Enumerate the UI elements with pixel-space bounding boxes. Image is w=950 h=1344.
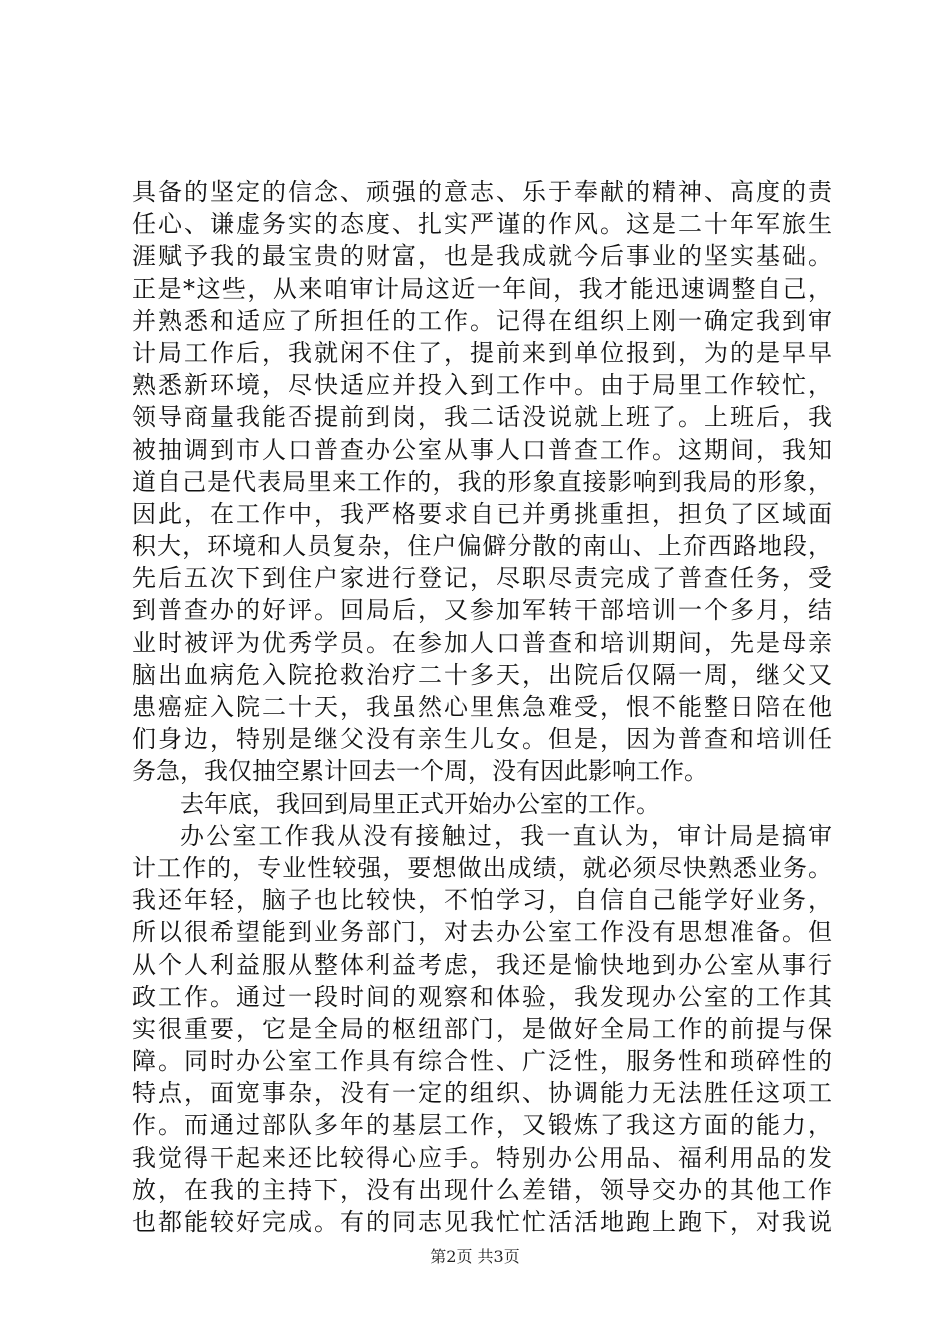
text-line: 计局工作后，我就闲不住了，提前来到单位报到，为的是早早	[132, 338, 832, 367]
text-line: 任心、谦虚务实的态度、扎实严谨的作风。这是二十年军旅生	[132, 210, 832, 239]
text-line: 放，在我的主持下，没有出现什么差错，领导交办的其他工作	[132, 1175, 832, 1204]
text-line: 被抽调到市人口普查办公室从事人口普查工作。这期间，我知	[132, 435, 832, 464]
text-line: 特点，面宽事杂，没有一定的组织、协调能力无法胜任这项工	[132, 1079, 832, 1108]
text-line: 积大，环境和人员复杂，住户偏僻分散的南山、上夼西路地段，	[132, 532, 832, 561]
text-line: 我还年轻，脑子也比较快，不怕学习，自信自己能学好业务，	[132, 886, 832, 915]
paragraph-start-line: 办公室工作我从没有接触过，我一直认为，审计局是搞审	[180, 821, 832, 850]
text-line: 业时被评为优秀学员。在参加人口普查和培训期间，先是母亲	[132, 628, 832, 657]
text-line: 务急，我仅抽空累计回去一个周，没有因此影响工作。	[132, 757, 708, 786]
text-line: 从个人利益服从整体利益考虑，我还是愉快地到办公室从事行	[132, 950, 832, 979]
text-line: 作。而通过部队多年的基层工作，又锻炼了我这方面的能力，	[132, 1111, 832, 1140]
text-line: 也都能较好完成。有的同志见我忙忙活活地跑上跑下，对我说	[132, 1208, 832, 1236]
page-footer: 第2页 共3页	[430, 1247, 520, 1266]
text-line: 领导商量我能否提前到岗，我二话没说就上班了。上班后，我	[132, 403, 832, 432]
text-line: 并熟悉和适应了所担任的工作。记得在组织上刚一确定我到审	[132, 306, 832, 335]
text-line: 涯赋予我的最宝贵的财富，也是我成就今后事业的坚实基础。	[132, 242, 832, 271]
text-line: 正是*这些，从来咱审计局这近一年间，我才能迅速调整自己，	[132, 274, 832, 303]
text-line: 道自己是代表局里来工作的，我的形象直接影响到我局的形象，	[132, 467, 832, 496]
text-line: 因此，在工作中，我严格要求自已并勇挑重担，担负了区域面	[132, 499, 832, 528]
text-line: 实很重要，它是全局的枢纽部门，是做好全局工作的前提与保	[132, 1014, 832, 1043]
text-line: 所以很希望能到业务部门，对去办公室工作没有思想准备。但	[132, 918, 832, 947]
body-text	[132, 176, 832, 1238]
text-line: 患癌症入院二十天，我虽然心里焦急难受，恨不能整日陪在他	[132, 693, 832, 721]
text-line: 熟悉新环境，尽快适应并投入到工作中。由于局里工作较忙，	[132, 371, 832, 400]
text-line: 先后五次下到住户家进行登记，尽职尽责完成了普查任务，受	[132, 564, 832, 593]
paragraph-start-line: 去年底，我回到局里正式开始办公室的工作。	[180, 789, 660, 818]
text-line: 们身边，特别是继父没有亲生儿女。但是，因为普查和培训任	[132, 725, 832, 754]
text-line: 政工作。通过一段时间的观察和体验，我发现办公室的工作其	[132, 982, 832, 1011]
text-line: 脑出血病危入院抢救治疗二十多天，出院后仅隔一周，继父又	[132, 660, 832, 689]
text-line: 我觉得干起来还比较得心应手。特别办公用品、福利用品的发	[132, 1143, 832, 1172]
text-line: 计工作的，专业性较强，要想做出成绩，就必须尽快熟悉业务。	[132, 853, 832, 882]
text-line: 到普查办的好评。回局后，又参加军转干部培训一个多月，结	[132, 596, 832, 625]
text-line: 障。同时办公室工作具有综合性、广泛性，服务性和琐碎性的	[132, 1047, 832, 1076]
text-line: 具备的坚定的信念、顽强的意志、乐于奉献的精神、高度的责	[132, 178, 832, 206]
